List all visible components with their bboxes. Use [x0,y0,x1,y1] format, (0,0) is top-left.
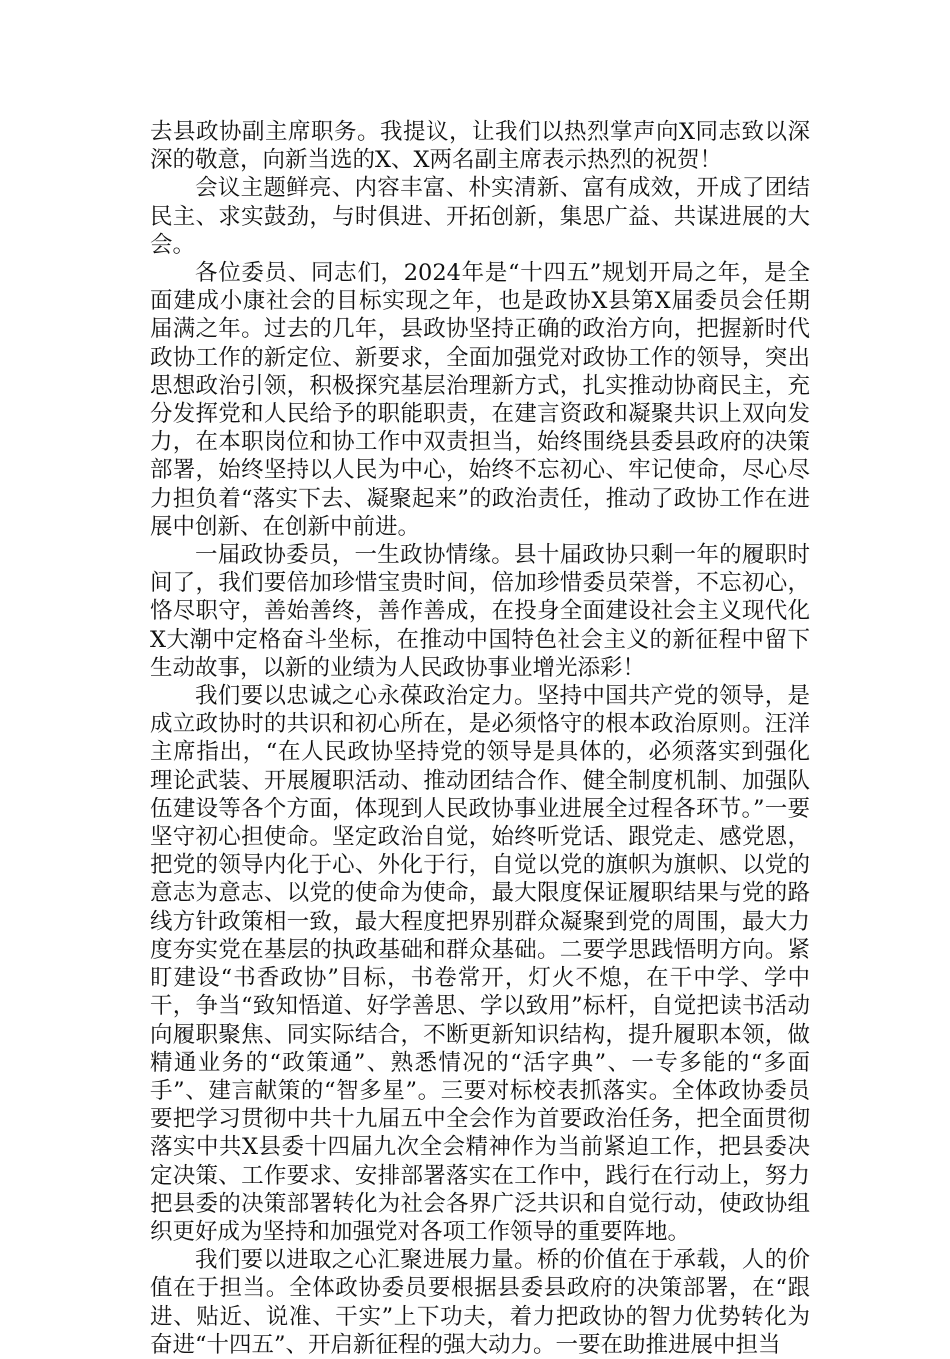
document-body [150,118,810,1359]
paragraph-4: 一届政协委员，一生政协情缘。县十届政协只剩一年的履职时间了，我们要倍加珍惜宝贵时间，倍加珍惜委员荣誉，不忘初心，恪尽职守，善始善终，善作善成，在投身全面建设社会主义现代化X大潮中定格奋斗坐标，在推动中国特色社会主义的新征程中留下生动故事，以新的业绩为人民政协事业增光添彩！ [150,542,810,681]
paragraph-3: 各位委员、同志们，2024年是“十四五”规划开局之年，是全面建成小康社会的目标实现之年，也是政协X县第X届委员会任期届满之年。过去的几年，县政协坚持正确的政治方向，把握新时代政协工作的新定位、新要求，全面加强党对政协工作的领导，突出思想政治引领，积极探究基层治理新方式，扎实推动协商民主，充分发挥党和人民给予的职能职责，在建言资政和凝聚共识上双向发力，在本职岗位和协工作中双责担当，始终围绕县委县政府的决策部署，始终坚持以人民为中心，始终不忘初心、牢记使命，尽心尽力担负着“落实下去、凝聚起来”的政治责任，推动了政协工作在进展中创新、在创新中前进。 [150,260,810,540]
paragraph-6: 我们要以进取之心汇聚进展力量。桥的价值在于承载，人的价值在于担当。全体政协委员要根据县委县政府的决策部署，在“跟进、贴近、说准、干实”上下功夫，着力把政协的智力优势转化为奋进“十四五”、开启新征程的强大动力。一要在助推进展中担当 [150,1247,810,1358]
paragraph-1: 去县政协副主席职务。我提议，让我们以热烈掌声向X同志致以深深的敬意，向新当选的X、X两名副主席表示热烈的祝贺！ [150,119,810,174]
paragraph-5: 我们要以忠诚之心永葆政治定力。坚持中国共产党的领导，是成立政协时的共识和初心所在，是必须恪守的根本政治原则。汪洋主席指出，“在人民政协坚持党的领导是具体的，必须落实到强化理论武装、开展履职活动、推动团结合作、健全制度机制、加强队伍建设等各个方面，体现到人民政协事业进展全过程各环节。”一要坚守初心担使命。坚定政治自觉，始终听党话、跟党走、感党恩，把党的领导内化于心、外化于行，自觉以党的旗帜为旗帜、以党的意志为意志、以党的使命为使命，最大限度保证履职结果与党的路线方针政策相一致，最大程度把界别群众凝聚到党的周围，最大力度夯实党在基层的执政基础和群众基础。二要学思践悟明方向。紧盯建设“书香政协”目标，书卷常开，灯火不熄，在干中学、学中干，争当“致知悟道、好学善思、学以致用”标杆，自觉把读书活动向履职聚焦、同实际结合，不断更新知识结构，提升履职本领，做精通业务的“政策通”、熟悉情况的“活字典”、一专多能的“多面手”、建言献策的“智多星”。三要对标校表抓落实。全体政协委员要把学习贯彻中共十九届五中全会作为首要政治任务，把全面贯彻落实中共X县委十四届九次全会精神作为当前紧迫工作，把县委决定决策、工作要求、安排部署落实在工作中，践行在行动上，努力把县委的决策部署转化为社会各界广泛共识和自觉行动，使政协组织更好成为坚持和加强党对各项工作领导的重要阵地。 [150,683,810,1245]
paragraph-2: 会议主题鲜亮、内容丰富、朴实清新、富有成效，开成了团结民主、求实鼓劲，与时俱进、开拓创新，集思广益、共谋进展的大会。 [150,175,810,258]
